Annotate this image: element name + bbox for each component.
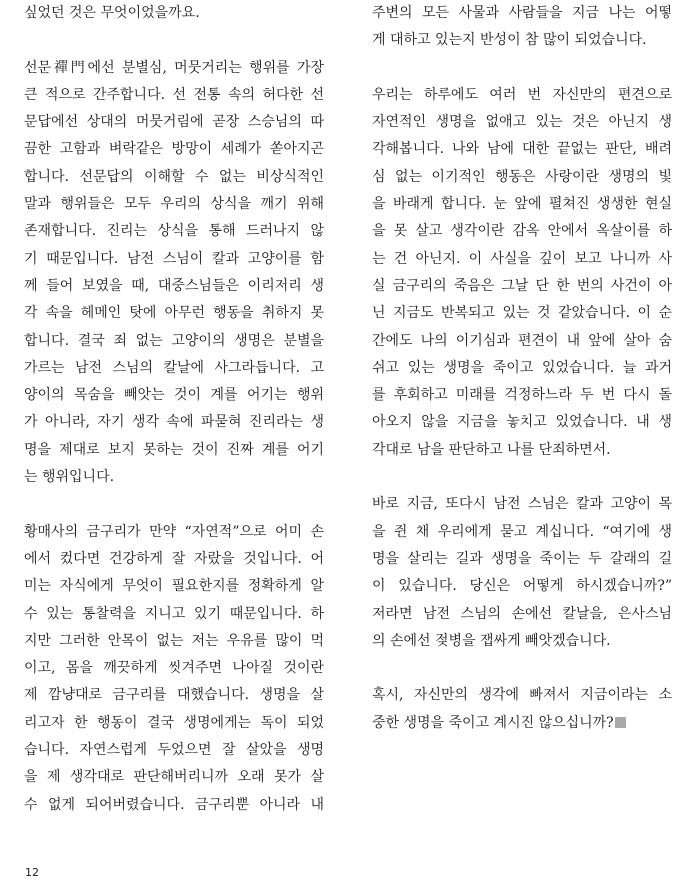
text-line xyxy=(24,0,324,27)
text-line-content: 을 바래게 합니다. 눈 앞에 펼쳐진 생생한 현실 xyxy=(372,196,672,213)
text-line-content: 주변의 모든 사물과 사람들을 지금 나는 어떻 xyxy=(372,5,672,21)
text-line xyxy=(372,491,672,518)
text-line-content: 합니다. 선문답의 이해할 수 없는 비상식적인 xyxy=(24,168,324,185)
text-line xyxy=(24,628,324,655)
text-line-content: 선문禪門에선 분별심, 머뭇거리는 행위를 가장 xyxy=(24,59,324,76)
text-line xyxy=(372,355,672,382)
text-line-content: 싶었던 것은 무엇이었을까요. xyxy=(24,5,200,21)
text-line-content: 심 없는 이기적인 행동은 사랑이란 생명의 빛 xyxy=(372,168,672,185)
left-text-column xyxy=(24,0,324,819)
text-line xyxy=(24,273,324,300)
text-line-content: 각해봅니다. 나와 남에 대한 끝없는 판단, 배려 xyxy=(372,141,672,158)
text-line-content: 을 제 생각대로 판단해버리니까 오래 못가 살 xyxy=(24,769,324,786)
text-line xyxy=(372,382,672,409)
text-line-content: 우리는 하루에도 여러 번 자신만의 편견으로 xyxy=(372,86,672,103)
text-line-content: 가 아니라, 자기 생각 속에 파묻혀 진리라는 생 xyxy=(24,414,324,431)
text-line xyxy=(24,464,324,491)
text-line-content: 간에도 나의 이기심과 편견이 내 앞에 살아 숨 xyxy=(372,332,672,349)
text-line xyxy=(24,655,324,682)
text-line-content: 자연적인 생명을 없애고 있는 것은 아닌지 생 xyxy=(372,114,672,131)
text-line xyxy=(24,55,324,82)
text-line xyxy=(24,164,324,191)
text-line-content: 양이의 목숨을 빼앗는 것이 계를 어기는 행위 xyxy=(24,387,324,404)
text-line-content: 중한 생명을 죽이고 계시진 않으십니까? xyxy=(372,714,614,731)
text-line-content: 실 금구리의 죽음은 그날 단 한 번의 사건이 아 xyxy=(372,277,672,294)
text-line xyxy=(372,27,672,54)
text-line-content: 명을 살리는 길과 생명을 죽이는 두 갈래의 길 xyxy=(372,550,672,567)
text-line-content: 혹시, 자신만의 생각에 빠져서 지금이라는 소 xyxy=(372,687,672,704)
paragraph-gap xyxy=(372,55,672,82)
text-line-content: 합니다. 결국 죄 없는 고양이의 생명은 분별을 xyxy=(24,332,324,349)
text-line xyxy=(372,136,672,163)
right-text-column xyxy=(372,0,672,737)
text-line xyxy=(372,218,672,245)
text-line-content: 각 속을 헤메인 탓에 아무런 행동을 취하지 못 xyxy=(24,305,324,322)
text-line-content: 을 못 살고 생각이란 감옥 안에서 옥살이를 하 xyxy=(372,223,672,240)
text-line-content: 께 들어 보였을 때, 대중스님들은 이리저리 생 xyxy=(24,277,324,294)
paragraph-gap xyxy=(372,464,672,491)
text-line xyxy=(24,218,324,245)
paragraph-gap xyxy=(24,27,324,54)
text-line xyxy=(372,601,672,628)
text-line-content: 리고자 한 행동이 결국 생명에게는 독이 되었 xyxy=(24,714,324,731)
text-line xyxy=(24,792,324,819)
text-line xyxy=(372,628,672,655)
text-line-content: 수 없게 되어버렸습니다. 금구리뿐 아니라 내 xyxy=(24,796,324,813)
text-line-content: 쉬고 있는 생명을 죽이고 있었습니다. 늘 과거 xyxy=(372,359,672,376)
text-line xyxy=(372,82,672,109)
text-line-content: 황매사의 금구리가 만약 “자연적”으로 어미 손 xyxy=(24,523,324,540)
text-line-content: 문답에선 상대의 머뭇거림에 곧장 스승님의 따 xyxy=(24,114,324,131)
text-line xyxy=(24,519,324,546)
text-line xyxy=(24,382,324,409)
text-line xyxy=(24,601,324,628)
text-line-content: 을 쥔 채 우리에게 묻고 계십니다. “여기에 생 xyxy=(372,523,672,540)
text-line xyxy=(24,573,324,600)
text-line xyxy=(24,109,324,136)
text-line-content: 저라면 남전 스님의 손에선 칼날을, 은사스님 xyxy=(372,605,672,622)
text-line-content: 존재합니다. 진리는 상식을 통해 드러나지 않 xyxy=(24,223,324,240)
text-line xyxy=(372,546,672,573)
text-line xyxy=(24,246,324,273)
text-line xyxy=(24,82,324,109)
text-line-content: 게 대하고 있는지 반성이 참 많이 되었습니다. xyxy=(372,32,647,49)
text-line xyxy=(24,737,324,764)
text-line xyxy=(372,0,672,27)
text-line-content: 각대로 남을 판단하고 나를 단죄하면서. xyxy=(372,441,611,458)
text-line xyxy=(24,409,324,436)
text-line-content: 지만 그러한 안목이 없는 저는 우유를 많이 먹 xyxy=(24,632,324,649)
text-line xyxy=(372,246,672,273)
text-line-content: 수 있는 통찰력을 지니고 있기 때문입니다. 하 xyxy=(24,605,324,622)
text-line xyxy=(372,437,672,464)
text-line xyxy=(372,164,672,191)
text-line xyxy=(372,191,672,218)
text-line-content: 닌 지금도 반복되고 있는 것 같았습니다. 이 순 xyxy=(372,305,672,322)
text-line-content: 는 건 아닌지. 이 사실을 깊이 보고 나니까 사 xyxy=(372,250,672,267)
text-line-content: 를 후회하고 미래를 걱정하느라 두 번 다시 돌 xyxy=(372,387,672,404)
text-line xyxy=(24,136,324,163)
text-line-content: 명을 제대로 보지 못하는 것이 진짜 계를 어기 xyxy=(24,441,324,458)
text-line xyxy=(372,682,672,709)
paragraph-gap xyxy=(24,491,324,518)
paragraph-gap xyxy=(372,655,672,682)
text-line xyxy=(24,710,324,737)
text-line xyxy=(372,273,672,300)
text-line-content: 큰 적으로 간주합니다. 선 전통 속의 허다한 선 xyxy=(24,86,324,103)
text-line xyxy=(372,573,672,600)
text-line xyxy=(24,682,324,709)
text-line xyxy=(24,300,324,327)
text-line-content: 의 손에선 젖병을 잽싸게 빼앗겠습니다. xyxy=(372,632,611,649)
text-line xyxy=(24,764,324,791)
text-line xyxy=(372,328,672,355)
text-line-content: 끔한 고함과 벼락같은 방망이 세례가 쏟아지곤 xyxy=(24,141,324,158)
text-line xyxy=(24,546,324,573)
text-line-content: 가르는 남전 스님의 칼날에 사그라듭니다. 고 xyxy=(24,359,324,376)
end-of-article-mark-icon xyxy=(615,717,626,728)
text-line xyxy=(372,409,672,436)
text-line xyxy=(372,300,672,327)
text-line xyxy=(24,355,324,382)
text-line-content: 기 때문입니다. 남전 스님이 칼과 고양이를 함 xyxy=(24,250,324,267)
text-line xyxy=(372,710,672,737)
text-line xyxy=(372,519,672,546)
text-line-content: 이고, 몸을 깨끗하게 씻겨주면 나아질 것이란 xyxy=(24,660,324,677)
text-line-content: 말과 행위들은 모두 우리의 상식을 깨기 위해 xyxy=(24,196,324,213)
text-line-content: 이 있습니다. 당신은 어떻게 하시겠습니까?” xyxy=(372,578,672,595)
text-line xyxy=(24,191,324,218)
text-line xyxy=(372,109,672,136)
text-line-content: 미는 자식에게 무엇이 필요한지를 정확하게 알 xyxy=(24,578,324,595)
page-number: 12 xyxy=(25,866,39,879)
text-line-content: 에서 컸다면 건강하게 잘 자랐을 것입니다. 어 xyxy=(24,550,324,567)
text-line-content: 아오지 않을 지금을 놓치고 있었습니다. 내 생 xyxy=(372,414,672,431)
text-line xyxy=(24,328,324,355)
text-line-content: 습니다. 자연스럽게 두었으면 잘 살았을 생명 xyxy=(24,742,324,759)
text-line xyxy=(24,437,324,464)
text-line-content: 제 깜냥대로 금구리를 대했습니다. 생명을 살 xyxy=(24,687,324,704)
text-line-content: 는 행위입니다. xyxy=(24,469,115,486)
text-line-content: 바로 지금, 또다시 남전 스님은 칼과 고양이 목 xyxy=(372,496,672,513)
